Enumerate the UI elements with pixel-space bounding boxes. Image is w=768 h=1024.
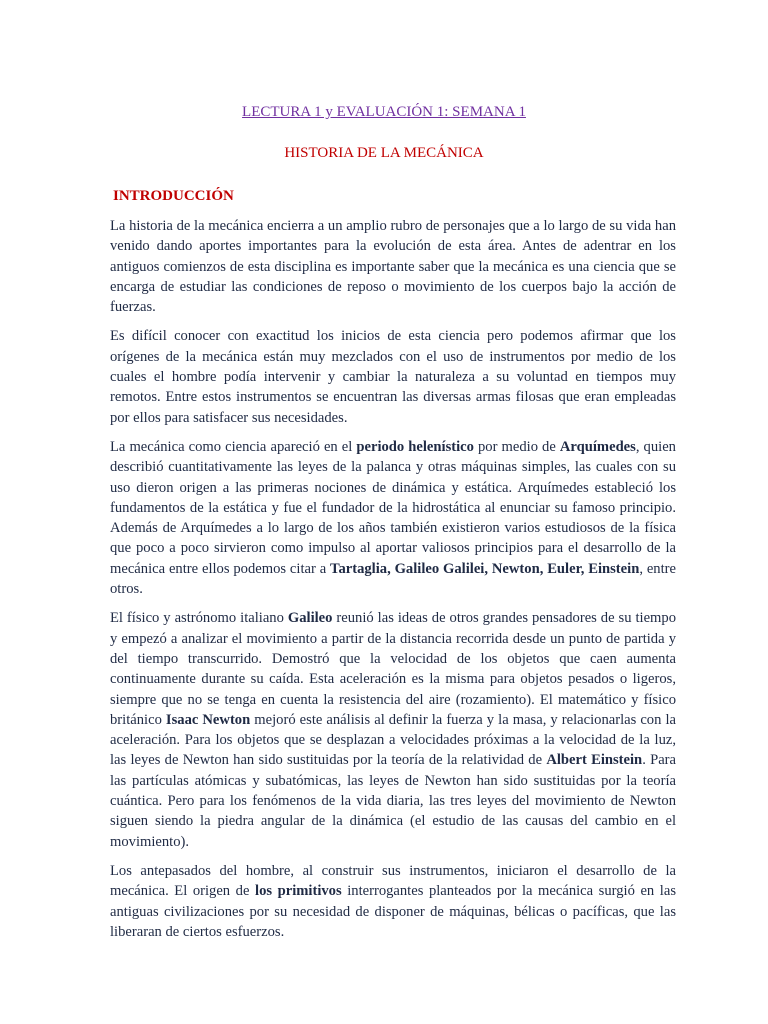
- section-title: INTRODUCCIÓN: [113, 188, 234, 204]
- text-run: La historia de la mecánica encierra a un amplio rubro de personajes que a lo largo de su vida han venido dando aportes importantes para la evolución de esta área. Antes de adentrar en los antiguos comienzos de esta disciplina es importante saber que la mecánica es una ciencia que se encarga de estudiar las condiciones de reposo o movimiento de los cuerpos bajo la acción de fuerzas.: [110, 218, 676, 316]
- text-run: La mecánica como ciencia apareció en el: [110, 438, 357, 455]
- document-body: [110, 216, 676, 951]
- paragraph: [110, 326, 676, 427]
- bold-text: Albert Einstein: [546, 752, 643, 769]
- paragraph: [110, 861, 676, 942]
- paragraph: [110, 608, 676, 852]
- bold-text: los primitivos: [255, 883, 342, 900]
- text-run: , entre otros.: [110, 560, 676, 598]
- text-run: El físico y astrónomo italiano: [110, 610, 288, 627]
- bold-text: periodo helenístico: [356, 438, 474, 455]
- document-subheading: HISTORIA DE LA MECÁNICA: [284, 145, 484, 161]
- text-run: , quien describió cuantitativamente las leyes de la palanca y otras máquinas simples, las cuales con su uso dieron origen a las primeras nociones de dinámica y estática. Arquímedes estableció los fundamentos de la estática y fue el fundador de la hidrostática al enunciar su famoso principio. Además de Arquímedes a lo largo de los años también existieron varios estudiosos de la física que poco a poco sirvieron como impulso al aportar valiosos principios para el desarrollo de la mecánica entre ellos podemos citar a: [110, 438, 676, 577]
- bold-text: Isaac Newton: [165, 711, 251, 728]
- text-run: mejoró este análisis al definir la fuerza y la masa, y relacionarlas con la aceleración. Para los objetos que se desplazan a velocidades próximas a la velocidad de la luz, las leyes de Newton han sido sustituidas por la teoría de la relatividad de: [110, 711, 676, 769]
- text-run: por medio de: [473, 438, 560, 455]
- paragraph: [110, 437, 676, 599]
- text-run: . Para las partículas atómicas y subatómicas, las leyes de Newton han sido sustituidas por la teoría cuántica. Pero para los fenómenos de la vida diaria, las tres leyes del movimiento de Newton siguen siendo la piedra angular de la dinámica (el estudio de las causas del cambio en el movimiento).: [110, 752, 677, 850]
- text-run: Es difícil conocer con exactitud los inicios de esta ciencia pero podemos afirmar que los orígenes de la mecánica están muy mezclados con el uso de instrumentos por medio de los cuales el hombre podía intervenir y cambiar la naturaleza a su voluntad en tiempos muy remotos. Entre estos instrumentos se encuentran las diversas armas filosas que eran empleadas por ellos para satisfacer sus necesidades.: [110, 328, 676, 426]
- bold-text: Tartaglia, Galileo Galilei, Newton, Euler, Einstein: [330, 560, 640, 577]
- bold-text: Arquímedes: [559, 438, 636, 455]
- text-run: Los antepasados del hombre, al construir sus instrumentos, iniciaron el desarrollo de la mecánica. El origen de: [110, 862, 676, 900]
- bold-text: Galileo: [287, 610, 333, 627]
- paragraph: [110, 216, 676, 317]
- text-run: interrogantes planteados por la mecánica surgió en las antiguas civilizaciones por su necesidad de disponer de máquinas, bélicas o pacíficas, que las liberaran de ciertos esfuerzos.: [110, 883, 677, 940]
- text-run: reunió las ideas de otros grandes pensadores de su tiempo y empezó a analizar el movimiento a partir de la distancia recorrida desde un punto de partida y del tiempo transcurrido. Demostró que la velocidad de los objetos que caen aumenta continuamente durante su caída. Esta aceleración es la misma para objetos pesados o ligeros, siempre que no se tenga en cuenta la resistencia del aire (rozamiento). El matemático y físico británico: [110, 610, 677, 728]
- document-heading: LECTURA 1 y EVALUACIÓN 1: SEMANA 1: [242, 104, 526, 120]
